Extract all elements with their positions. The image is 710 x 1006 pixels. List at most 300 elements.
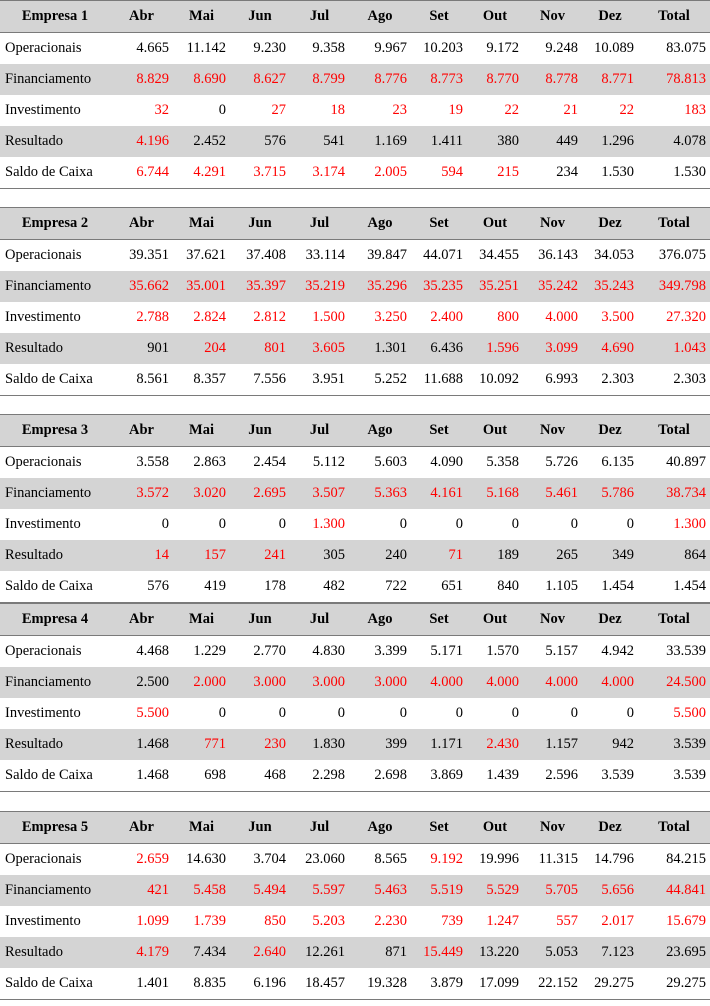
table-cell: 6.436	[430, 340, 463, 356]
table-cell: 5.112	[312, 454, 345, 470]
table-cell: 4.000	[430, 674, 463, 690]
table-cell: 3.879	[411, 968, 467, 1000]
table-cell: 4.090	[430, 454, 463, 470]
table-cell: 3.174	[290, 157, 349, 189]
table-cell: 0	[399, 516, 407, 532]
column-header: Dez	[582, 208, 638, 240]
table-cell: 22	[504, 102, 519, 118]
table-cell: 1.157	[545, 736, 578, 752]
column-header: Total	[638, 604, 710, 636]
table-cell: 37.408	[246, 247, 286, 263]
column-header: Out	[467, 604, 523, 636]
row-label: Financiamento	[5, 882, 92, 898]
company-name: Empresa 2	[0, 208, 110, 240]
table-cell: 1.530	[638, 157, 710, 189]
table-cell: 5.458	[193, 882, 226, 898]
table-cell: 14.796	[594, 851, 634, 867]
table-cell: 84.215	[666, 851, 706, 867]
table-cell: 15.449	[423, 944, 463, 960]
table-cell: 576	[110, 571, 173, 603]
column-header: Set	[411, 604, 467, 636]
row-label: Resultado	[5, 340, 63, 356]
column-header: Total	[638, 812, 710, 844]
table-cell: 1.500	[312, 309, 345, 325]
table-cell: 6.135	[601, 454, 634, 470]
table-cell: 215	[467, 157, 523, 189]
row-label: Saldo de Caixa	[0, 364, 110, 396]
table-cell: 4.665	[136, 40, 169, 56]
table-cell: 1.596	[486, 340, 519, 356]
table-cell: 3.869	[411, 760, 467, 792]
column-header: Set	[411, 415, 467, 447]
table-cell: 183	[684, 102, 706, 118]
column-header: Jul	[290, 604, 349, 636]
table-cell: 1.830	[312, 736, 345, 752]
table-cell: 4.000	[545, 674, 578, 690]
table-cell: 8.627	[253, 71, 286, 87]
table-cell: 4.690	[601, 340, 634, 356]
table-cell: 801	[264, 340, 286, 356]
table-cell: 4.830	[312, 643, 345, 659]
table-cell: 449	[556, 133, 578, 149]
row-label: Operacionais	[5, 851, 82, 867]
table-cell: 4.000	[545, 309, 578, 325]
table-cell: 3.558	[136, 454, 169, 470]
table-cell: 1.169	[374, 133, 407, 149]
column-header: Set	[411, 812, 467, 844]
table-cell: 5.500	[136, 705, 169, 721]
company-table-3	[0, 414, 710, 603]
table-cell: 3.507	[312, 485, 345, 501]
column-header: Total	[638, 208, 710, 240]
table-cell: 5.053	[545, 944, 578, 960]
table-cell: 9.192	[430, 851, 463, 867]
column-header: Jun	[230, 812, 290, 844]
table-cell: 576	[264, 133, 286, 149]
table-cell: 5.363	[374, 485, 407, 501]
row-label: Saldo de Caixa	[0, 968, 110, 1000]
company-name: Empresa 4	[0, 604, 110, 636]
table-cell: 9.230	[253, 40, 286, 56]
table-row	[0, 636, 710, 668]
table-cell: 23	[392, 102, 407, 118]
table-cell: 8.829	[136, 71, 169, 87]
column-header: Jul	[290, 415, 349, 447]
table-row	[0, 333, 710, 364]
column-header: Ago	[349, 604, 411, 636]
table-cell: 2.500	[136, 674, 169, 690]
table-row	[0, 302, 710, 333]
column-header: Jul	[290, 208, 349, 240]
table-cell: 27	[271, 102, 286, 118]
table-cell: 3.250	[374, 309, 407, 325]
table-cell: 4.291	[173, 157, 230, 189]
column-header: Out	[467, 1, 523, 33]
table-cell: 8.357	[173, 364, 230, 396]
table-cell: 11.142	[186, 40, 226, 56]
table-cell: 850	[264, 913, 286, 929]
column-header: Jul	[290, 1, 349, 33]
table-cell: 34.053	[594, 247, 634, 263]
table-cell: 2.400	[430, 309, 463, 325]
table-cell: 419	[173, 571, 230, 603]
table-cell: 1.454	[638, 571, 710, 603]
table-cell: 698	[173, 760, 230, 792]
column-header: Nov	[523, 1, 582, 33]
table-cell: 40.897	[666, 454, 706, 470]
table-cell: 3.715	[230, 157, 290, 189]
table-cell: 204	[204, 340, 226, 356]
table-cell: 2.430	[486, 736, 519, 752]
company-table-2	[0, 207, 710, 396]
table-cell: 3.000	[253, 674, 286, 690]
table-cell: 0	[511, 516, 519, 532]
table-cell: 871	[385, 944, 407, 960]
table-cell: 1.530	[582, 157, 638, 189]
table-row	[0, 571, 710, 603]
table-cell: 22	[619, 102, 634, 118]
column-header: Dez	[582, 812, 638, 844]
table-cell: 739	[441, 913, 463, 929]
row-label: Financiamento	[5, 485, 92, 501]
table-cell: 32	[154, 102, 169, 118]
column-header: Dez	[582, 604, 638, 636]
table-cell: 1.099	[136, 913, 169, 929]
column-header: Abr	[110, 1, 173, 33]
row-label: Investimento	[5, 913, 81, 929]
table-cell: 2.298	[290, 760, 349, 792]
company-table-1	[0, 0, 710, 189]
table-cell: 1.229	[193, 643, 226, 659]
table-cell: 4.000	[486, 674, 519, 690]
table-cell: 18.457	[290, 968, 349, 1000]
table-cell: 4.179	[136, 944, 169, 960]
column-header: Mai	[173, 604, 230, 636]
table-cell: 35.662	[129, 278, 169, 294]
table-row	[0, 95, 710, 126]
table-cell: 0	[511, 705, 519, 721]
table-cell: 0	[455, 705, 463, 721]
company-name: Empresa 3	[0, 415, 110, 447]
table-cell: 8.799	[312, 71, 345, 87]
row-label: Saldo de Caixa	[0, 760, 110, 792]
row-label: Operacionais	[5, 247, 82, 263]
table-cell: 5.461	[545, 485, 578, 501]
table-cell: 5.705	[545, 882, 578, 898]
table-cell: 2.695	[253, 485, 286, 501]
table-cell: 1.439	[467, 760, 523, 792]
row-label: Resultado	[5, 133, 63, 149]
table-cell: 1.247	[486, 913, 519, 929]
table-cell: 240	[385, 547, 407, 563]
table-cell: 17.099	[467, 968, 523, 1000]
table-cell: 0	[399, 705, 407, 721]
table-cell: 4.000	[601, 674, 634, 690]
column-header: Total	[638, 1, 710, 33]
table-cell: 4.078	[673, 133, 706, 149]
table-cell: 5.463	[374, 882, 407, 898]
table-row	[0, 157, 710, 189]
table-cell: 11.315	[538, 851, 578, 867]
column-header: Abr	[110, 604, 173, 636]
table-cell: 9.967	[374, 40, 407, 56]
table-cell: 594	[411, 157, 467, 189]
column-header: Jun	[230, 604, 290, 636]
row-label: Financiamento	[5, 278, 92, 294]
table-cell: 0	[337, 705, 345, 721]
table-cell: 1.105	[523, 571, 582, 603]
table-cell: 3.951	[290, 364, 349, 396]
table-cell: 901	[147, 340, 169, 356]
table-cell: 5.726	[545, 454, 578, 470]
table-cell: 4.468	[136, 643, 169, 659]
table-cell: 0	[278, 516, 286, 532]
table-cell: 5.597	[312, 882, 345, 898]
table-cell: 35.296	[367, 278, 407, 294]
table-cell: 44.841	[666, 882, 706, 898]
table-cell: 8.690	[193, 71, 226, 87]
table-cell: 1.296	[601, 133, 634, 149]
column-header: Total	[638, 415, 710, 447]
table-cell: 349	[612, 547, 634, 563]
row-label: Financiamento	[5, 674, 92, 690]
table-cell: 78.813	[666, 71, 706, 87]
table-cell: 3.099	[545, 340, 578, 356]
table-cell: 2.005	[349, 157, 411, 189]
column-header: Out	[467, 812, 523, 844]
table-cell: 399	[385, 736, 407, 752]
column-header: Ago	[349, 1, 411, 33]
table-cell: 0	[570, 705, 578, 721]
table-cell: 4.942	[601, 643, 634, 659]
company-table-5	[0, 811, 710, 1000]
header-row	[0, 208, 710, 240]
table-row	[0, 478, 710, 509]
table-cell: 7.123	[601, 944, 634, 960]
table-cell: 19	[448, 102, 463, 118]
table-row	[0, 540, 710, 571]
table-cell: 14	[154, 547, 169, 563]
table-cell: 37.621	[186, 247, 226, 263]
column-header: Abr	[110, 208, 173, 240]
row-label: Saldo de Caixa	[0, 157, 110, 189]
table-cell: 800	[497, 309, 519, 325]
table-cell: 5.656	[601, 882, 634, 898]
table-cell: 380	[497, 133, 519, 149]
table-row	[0, 729, 710, 760]
table-cell: 18	[330, 102, 345, 118]
table-cell: 6.196	[230, 968, 290, 1000]
table-cell: 10.092	[467, 364, 523, 396]
table-row	[0, 364, 710, 396]
table-cell: 4.161	[430, 485, 463, 501]
table-cell: 349.798	[658, 278, 706, 294]
table-cell: 44.071	[423, 247, 463, 263]
table-cell: 0	[455, 516, 463, 532]
table-cell: 15.679	[666, 913, 706, 929]
table-cell: 14.630	[186, 851, 226, 867]
column-header: Nov	[523, 415, 582, 447]
table-cell: 12.261	[305, 944, 345, 960]
column-header: Mai	[173, 415, 230, 447]
table-cell: 35.397	[246, 278, 286, 294]
row-label: Operacionais	[5, 643, 82, 659]
table-cell: 2.788	[136, 309, 169, 325]
table-cell: 1.468	[110, 760, 173, 792]
table-cell: 27.320	[666, 309, 706, 325]
table-cell: 39.847	[367, 247, 407, 263]
table-row	[0, 698, 710, 729]
table-cell: 5.519	[430, 882, 463, 898]
table-cell: 5.203	[312, 913, 345, 929]
table-row	[0, 126, 710, 157]
table-cell: 771	[204, 736, 226, 752]
row-label: Resultado	[5, 547, 63, 563]
table-cell: 7.556	[230, 364, 290, 396]
table-cell: 7.434	[193, 944, 226, 960]
row-label: Resultado	[5, 944, 63, 960]
row-label: Resultado	[5, 736, 63, 752]
table-cell: 35.251	[479, 278, 519, 294]
row-label: Investimento	[5, 516, 81, 532]
table-cell: 19.328	[349, 968, 411, 1000]
row-label: Investimento	[5, 102, 81, 118]
company-table-4	[0, 603, 710, 792]
table-cell: 2.230	[374, 913, 407, 929]
table-cell: 2.812	[253, 309, 286, 325]
table-row	[0, 271, 710, 302]
header-row	[0, 812, 710, 844]
column-header: Ago	[349, 812, 411, 844]
table-cell: 557	[556, 913, 578, 929]
table-cell: 3.539	[638, 760, 710, 792]
table-cell: 2.640	[253, 944, 286, 960]
table-cell: 0	[278, 705, 286, 721]
table-cell: 1.401	[110, 968, 173, 1000]
column-header: Mai	[173, 1, 230, 33]
table-cell: 34.455	[479, 247, 519, 263]
table-cell: 3.500	[601, 309, 634, 325]
table-cell: 19.996	[479, 851, 519, 867]
table-cell: 651	[411, 571, 467, 603]
table-cell: 305	[323, 547, 345, 563]
table-cell: 33.114	[305, 247, 345, 263]
table-cell: 35.001	[186, 278, 226, 294]
table-cell: 864	[684, 547, 706, 563]
column-header: Dez	[582, 415, 638, 447]
table-cell: 1.171	[430, 736, 463, 752]
table-cell: 8.776	[374, 71, 407, 87]
table-cell: 189	[497, 547, 519, 563]
table-cell: 157	[204, 547, 226, 563]
table-cell: 3.539	[582, 760, 638, 792]
table-cell: 8.770	[486, 71, 519, 87]
company-name: Empresa 1	[0, 1, 110, 33]
column-header: Jun	[230, 1, 290, 33]
table-row	[0, 968, 710, 1000]
table-cell: 1.454	[582, 571, 638, 603]
table-cell: 10.203	[423, 40, 463, 56]
table-row	[0, 447, 710, 479]
table-cell: 8.561	[110, 364, 173, 396]
table-row	[0, 667, 710, 698]
table-cell: 35.219	[305, 278, 345, 294]
header-row	[0, 415, 710, 447]
row-label: Saldo de Caixa	[0, 571, 110, 603]
table-cell: 8.771	[601, 71, 634, 87]
table-cell: 8.773	[430, 71, 463, 87]
table-cell: 3.399	[374, 643, 407, 659]
table-cell: 2.824	[193, 309, 226, 325]
table-cell: 13.220	[479, 944, 519, 960]
header-row	[0, 1, 710, 33]
column-header: Abr	[110, 812, 173, 844]
table-row	[0, 844, 710, 876]
table-cell: 10.089	[594, 40, 634, 56]
table-cell: 0	[626, 516, 634, 532]
table-cell: 0	[218, 516, 226, 532]
table-cell: 8.835	[173, 968, 230, 1000]
table-cell: 8.565	[374, 851, 407, 867]
table-cell: 9.358	[312, 40, 345, 56]
table-cell: 265	[556, 547, 578, 563]
table-cell: 0	[626, 705, 634, 721]
table-cell: 0	[218, 705, 226, 721]
column-header: Jun	[230, 415, 290, 447]
table-cell: 376.075	[658, 247, 706, 263]
table-cell: 1.043	[673, 340, 706, 356]
table-cell: 35.242	[538, 278, 578, 294]
table-cell: 23.060	[305, 851, 345, 867]
table-cell: 5.786	[601, 485, 634, 501]
table-cell: 2.596	[523, 760, 582, 792]
column-header: Out	[467, 208, 523, 240]
table-cell: 421	[147, 882, 169, 898]
table-cell: 4.196	[136, 133, 169, 149]
row-label: Operacionais	[5, 454, 82, 470]
table-cell: 33.539	[666, 643, 706, 659]
table-cell: 3.539	[673, 736, 706, 752]
table-cell: 8.778	[545, 71, 578, 87]
table-cell: 2.659	[136, 851, 169, 867]
table-cell: 5.603	[374, 454, 407, 470]
table-cell: 2.000	[193, 674, 226, 690]
table-cell: 1.570	[486, 643, 519, 659]
table-row	[0, 33, 710, 65]
column-header: Ago	[349, 208, 411, 240]
table-cell: 1.300	[312, 516, 345, 532]
header-row	[0, 604, 710, 636]
table-cell: 9.172	[486, 40, 519, 56]
table-cell: 39.351	[129, 247, 169, 263]
table-cell: 2.303	[582, 364, 638, 396]
table-cell: 234	[523, 157, 582, 189]
column-header: Set	[411, 1, 467, 33]
table-cell: 5.494	[253, 882, 286, 898]
table-cell: 0	[570, 516, 578, 532]
row-label: Financiamento	[5, 71, 92, 87]
table-cell: 9.248	[545, 40, 578, 56]
column-header: Jun	[230, 208, 290, 240]
table-cell: 5.529	[486, 882, 519, 898]
column-header: Set	[411, 208, 467, 240]
table-cell: 2.698	[349, 760, 411, 792]
table-cell: 24.500	[666, 674, 706, 690]
table-cell: 5.500	[673, 705, 706, 721]
table-cell: 29.275	[638, 968, 710, 1000]
table-cell: 3.020	[193, 485, 226, 501]
table-cell: 1.739	[193, 913, 226, 929]
